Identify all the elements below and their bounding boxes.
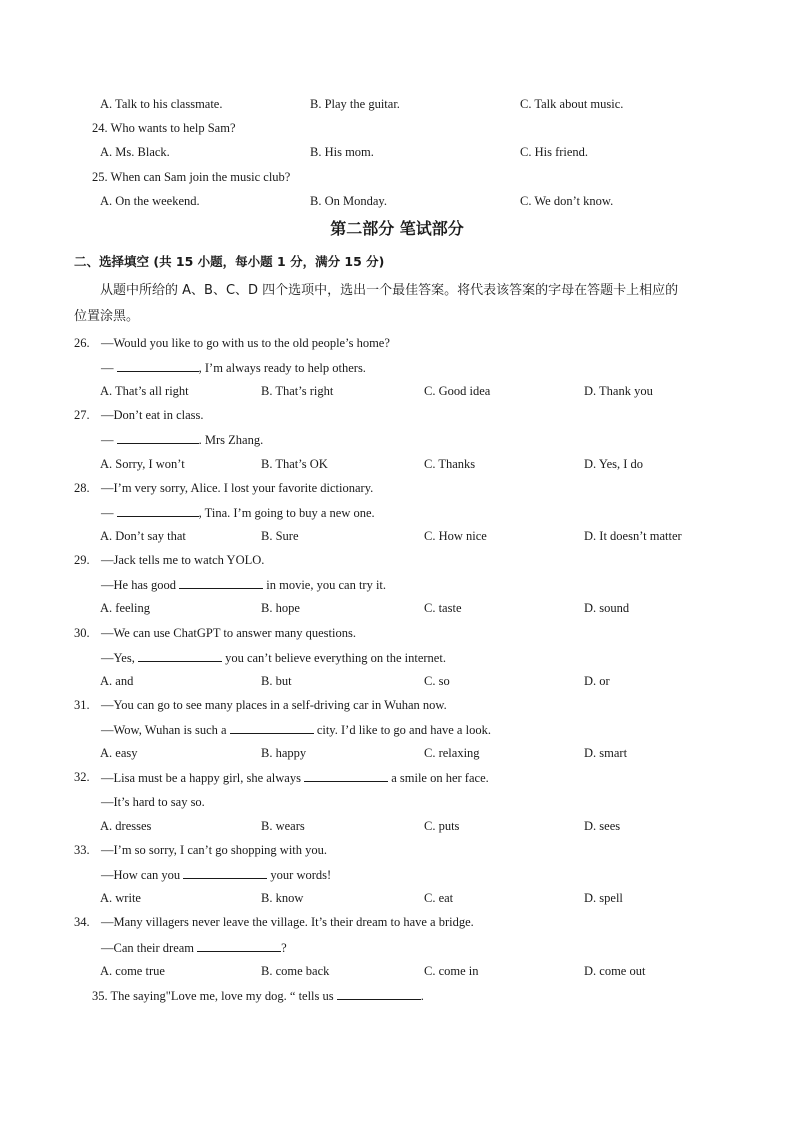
question-line-1: —Don’t eat in class. [101,408,204,422]
question-line-2: — . Mrs Zhang. [101,433,264,447]
question-number: 26. [74,336,90,350]
option-d: D. spell [584,891,623,905]
answer-blank[interactable] [117,504,199,517]
question-line-2: —How can you your words! [101,868,332,882]
question-line-2: — , Tina. I’m going to buy a new one. [101,506,375,520]
q25-option-c: C. We don’t know. [520,194,614,208]
question-line-1: —I’m so sorry, I can’t go shopping with you. [101,843,328,857]
option-c: C. How nice [424,529,487,543]
part-title: 第二部分 笔试部分 [330,219,464,238]
question-number: 31. [74,698,90,712]
q25-option-b: B. On Monday. [310,194,387,208]
option-a: A. Sorry, I won’t [100,457,185,471]
option-c: C. so [424,674,450,688]
option-a: A. and [100,674,134,688]
question-line-2: — , I’m always ready to help others. [101,361,366,375]
question-line-1: —I’m very sorry, Alice. I lost your favorite dictionary. [101,481,374,495]
answer-blank[interactable] [138,649,222,662]
option-a: A. That’s all right [100,384,189,398]
question-line-2: —Yes, you can’t believe everything on the internet. [101,651,446,665]
q25-stem: 25. When can Sam join the music club? [92,170,291,184]
question-line-1: —You can go to see many places in a self-driving car in Wuhan now. [101,698,447,712]
option-b: B. That’s OK [261,457,328,471]
question-number: 33. [74,843,90,857]
question-number: 30. [74,626,90,640]
option-b: B. happy [261,746,307,760]
q23-option-b: B. Play the guitar. [310,97,400,111]
answer-blank[interactable] [304,769,388,782]
instructions-line-1: 从题中所给的 A、B、C、D 四个选项中，选出一个最佳答案。将代表该答案的字母在答题卡上相应的 [100,283,679,298]
question-line-2: —He has good in movie, you can try it. [101,578,387,592]
option-d: D. sound [584,601,630,615]
option-b: B. Sure [261,529,299,543]
option-d: D. Thank you [584,384,653,398]
q24-option-a: A. Ms. Black. [100,145,170,159]
q24-option-c: C. His friend. [520,145,589,159]
question-number: 28. [74,481,90,495]
option-d: D. smart [584,746,628,760]
answer-blank[interactable] [117,431,199,444]
question-35: 35. The saying"Love me, love my dog. “ tells us . [92,989,424,1003]
q23-option-a: A. Talk to his classmate. [100,97,223,111]
instructions-line-2: 位置涂黑。 [74,309,140,324]
option-d: D. come out [584,964,646,978]
option-d: D. sees [584,819,621,833]
question-line-2: —It’s hard to say so. [101,795,205,809]
option-a: A. write [100,891,141,905]
option-c: C. eat [424,891,454,905]
question-line-2: —Wow, Wuhan is such a city. I’d like to go and have a look. [101,723,491,737]
option-c: C. puts [424,819,460,833]
question-number: 27. [74,408,90,422]
question-line-2: —Can their dream ? [101,941,287,955]
option-a: A. feeling [100,601,150,615]
q23-option-c: C. Talk about music. [520,97,624,111]
option-b: B. That’s right [261,384,334,398]
question-number: 29. [74,553,90,567]
option-c: C. come in [424,964,479,978]
q25-option-a: A. On the weekend. [100,194,200,208]
question-line-1: —Lisa must be a happy girl, she always a smile on her face. [101,771,489,785]
question-line-1: —Many villagers never leave the village. It’s their dream to have a bridge. [101,915,474,929]
answer-blank[interactable] [197,939,281,952]
option-c: C. taste [424,601,462,615]
answer-blank[interactable] [230,721,314,734]
question-line-1: —Would you like to go with us to the old people’s home? [101,336,390,350]
option-b: B. hope [261,601,300,615]
option-a: A. dresses [100,819,152,833]
option-a: A. easy [100,746,138,760]
answer-blank[interactable] [117,359,199,372]
option-b: B. wears [261,819,305,833]
option-b: B. come back [261,964,330,978]
section-heading: 二、选择填空 (共 15 小题，每小题 1 分，满分 15 分) [74,254,385,269]
q24-option-b: B. His mom. [310,145,374,159]
question-line-1: —We can use ChatGPT to answer many questions. [101,626,356,640]
answer-blank[interactable] [179,576,263,589]
question-number: 32. [74,770,90,784]
option-d: D. Yes, I do [584,457,644,471]
option-c: C. Good idea [424,384,491,398]
question-line-1: —Jack tells me to watch YOLO. [101,553,265,567]
option-c: C. relaxing [424,746,480,760]
option-a: A. come true [100,964,165,978]
answer-blank[interactable] [183,866,267,879]
q24-stem: 24. Who wants to help Sam? [92,121,236,135]
option-b: B. know [261,891,304,905]
option-d: D. It doesn’t matter [584,529,682,543]
option-a: A. Don’t say that [100,529,186,543]
question-number: 34. [74,915,90,929]
option-c: C. Thanks [424,457,476,471]
option-b: B. but [261,674,292,688]
answer-blank[interactable] [337,987,421,1000]
option-d: D. or [584,674,610,688]
